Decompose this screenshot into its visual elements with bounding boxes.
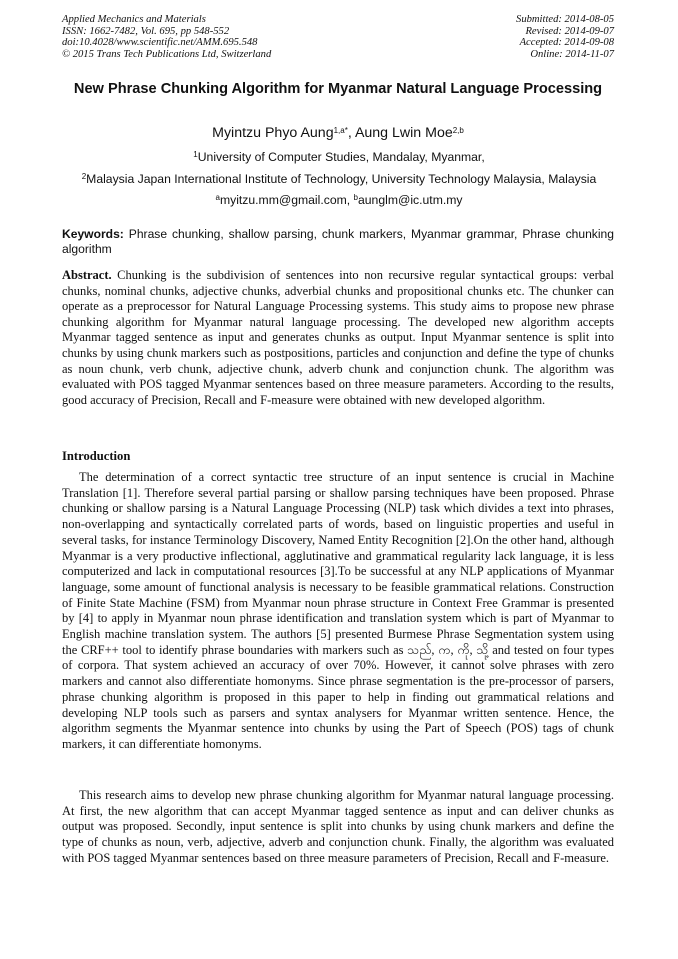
affiliation-1 bbox=[40, 150, 638, 165]
copyright-line: © 2015 Trans Tech Publications Ltd, Switzerland bbox=[62, 49, 272, 61]
issn-line: ISSN: 1662-7482, Vol. 695, pp 548-552 bbox=[62, 25, 230, 37]
abstract-label: Abstract. bbox=[62, 268, 112, 282]
email-a-sup: a bbox=[215, 193, 220, 202]
introduction-paragraph-2: This research aims to develop new phrase chunking algorithm for Myanmar natural language processing. At first, the new algorithm that can accept Myanmar tagged sentence as input and can deliver chunks as output was proposed. Secondly, input sentence is split into chunks by using chunk markers and define the type of chunks as noun, verb, adjective, adverb and conjunction chunk. Finally, the algorithm was evaluated with POS tagged Myanmar sentences based on three measure parameters of Precision, Recall and F-measure. bbox=[62, 788, 614, 865]
author-1: Myintzu Phyo Aung bbox=[212, 125, 334, 141]
journal-header-right bbox=[516, 14, 614, 61]
keywords-label: Keywords: bbox=[62, 227, 124, 241]
email-a: myitzu.mm@gmail.com, bbox=[219, 193, 354, 207]
email-b-sup: b bbox=[353, 193, 358, 202]
introduction-heading: Introduction bbox=[62, 449, 131, 463]
accepted-date: Accepted: 2014-09-08 bbox=[519, 37, 614, 49]
revised-date: Revised: 2014-09-07 bbox=[525, 25, 614, 37]
introduction-paragraph-1: The determination of a correct syntactic tree structure of an input sentence is crucial in Machine Translation [1]. Therefore several partial parsing or shallow parsing techniques have been proposed. Phrase chunking or shallow parsing is a Natural Language Processing (NLP) task which divides a text into phrases, non-overlapping and syntactically correlated parts of words, based on linguistic properties and useful in several tasks, for instance Terminology Discovery, Named Entity Recognition [2].On the other hand, although Myanmar is a very productive inflectional, agglutinative and grammatical regularity lack language, it is less computerized and lack in computational resources [3].To be successful at any NLP applications of Myanmar language, some amount of functional analysis is necessary to be feasible grammatical relations. Construction of Finite State Machine (FSM) from Myanmar noun phrase structure in Context Free Grammar is presented by [4] to apply in Myanmar noun phrase identification and translation system which is part of Myanmar to English machine translation system. The authors [5] presented Burmese Phrase Segmentation system using the CRF++ tool to identify phrase boundaries with markers such as သည်, က, ကို, သို့ and tested on four types of corpora. That system achieved an accuracy of over 70%. However, it cannot solve phrases with zero markers and cannot also differentiate homonyms. Since phrase segmentation is the pre-processor of parsers, phrase chunking algorithm is proposed in this paper to help in finding out grammatical relations and developing NLP tools such as parsers and syntax analysers for Myanmar written sentence. Hence, the algorithm segments the Myanmar sentence into chunks by using the Part of Speech (POS) tags of chunk markers, it can differentiate homonyms. bbox=[62, 470, 614, 751]
affiliation-2 bbox=[40, 172, 638, 187]
abstract-text: Chunking is the subdivision of sentences into non recursive regular syntactical groups: verbal chunks, nominal chunks, adjective chunks, adverbial chunks and propositional chunks etc. The chunker can operate as a preprocessor for Natural Language Processing systems. This study aims to propose new phrase chunking algorithm for Myanmar natural language processing. The developed new algorithm accepts Myanmar tagged sentence as input and generates chunks as output. Input Myanmar sentence is split into chunks by using chunk markers such as postpositions, particles and conjunction and define the type of chunks as noun chunk, verb chunk, adjective chunk, adverb chunk and conjunction chunk. The algorithm was evaluated with POS tagged Myanmar sentences based on three measure parameters. According to the results, good accuracy of Precision, Recall and F-measure were obtained with new developed algorithm. bbox=[62, 268, 614, 407]
journal-header-left bbox=[62, 14, 271, 61]
author-2-sup: 2,b bbox=[452, 126, 464, 135]
author-list bbox=[62, 124, 614, 142]
affiliation-2-sup: 2 bbox=[81, 172, 87, 181]
paper-title: New Phrase Chunking Algorithm for Myanmar Natural Language Processing bbox=[73, 81, 603, 97]
keywords-text: Phrase chunking, shallow parsing, chunk markers, Myanmar grammar, Phrase chunking algorithm bbox=[62, 227, 614, 256]
affiliation-1-sup: 1 bbox=[193, 150, 198, 159]
journal-name: Applied Mechanics and Materials bbox=[62, 14, 206, 25]
author-separator: , bbox=[347, 125, 355, 141]
email-b: aunglm@ic.utm.my bbox=[358, 193, 463, 207]
online-date: Online: 2014-11-07 bbox=[530, 49, 614, 61]
author-1-sup: 1,a* bbox=[333, 126, 348, 135]
submitted-date: Submitted: 2014-08-05 bbox=[516, 14, 614, 25]
affiliation-2-text: Malaysia Japan International Institute of Technology, University Technology Malaysia, Malaysia bbox=[86, 172, 597, 186]
abstract-section bbox=[62, 268, 614, 408]
doi-line: doi:10.4028/www.scientific.net/AMM.695.548 bbox=[62, 37, 258, 49]
keywords-section bbox=[62, 227, 614, 257]
affiliation-1-text: University of Computer Studies, Mandalay, Myanmar, bbox=[197, 150, 485, 164]
author-2: Aung Lwin Moe bbox=[354, 125, 453, 141]
author-emails bbox=[40, 193, 638, 208]
